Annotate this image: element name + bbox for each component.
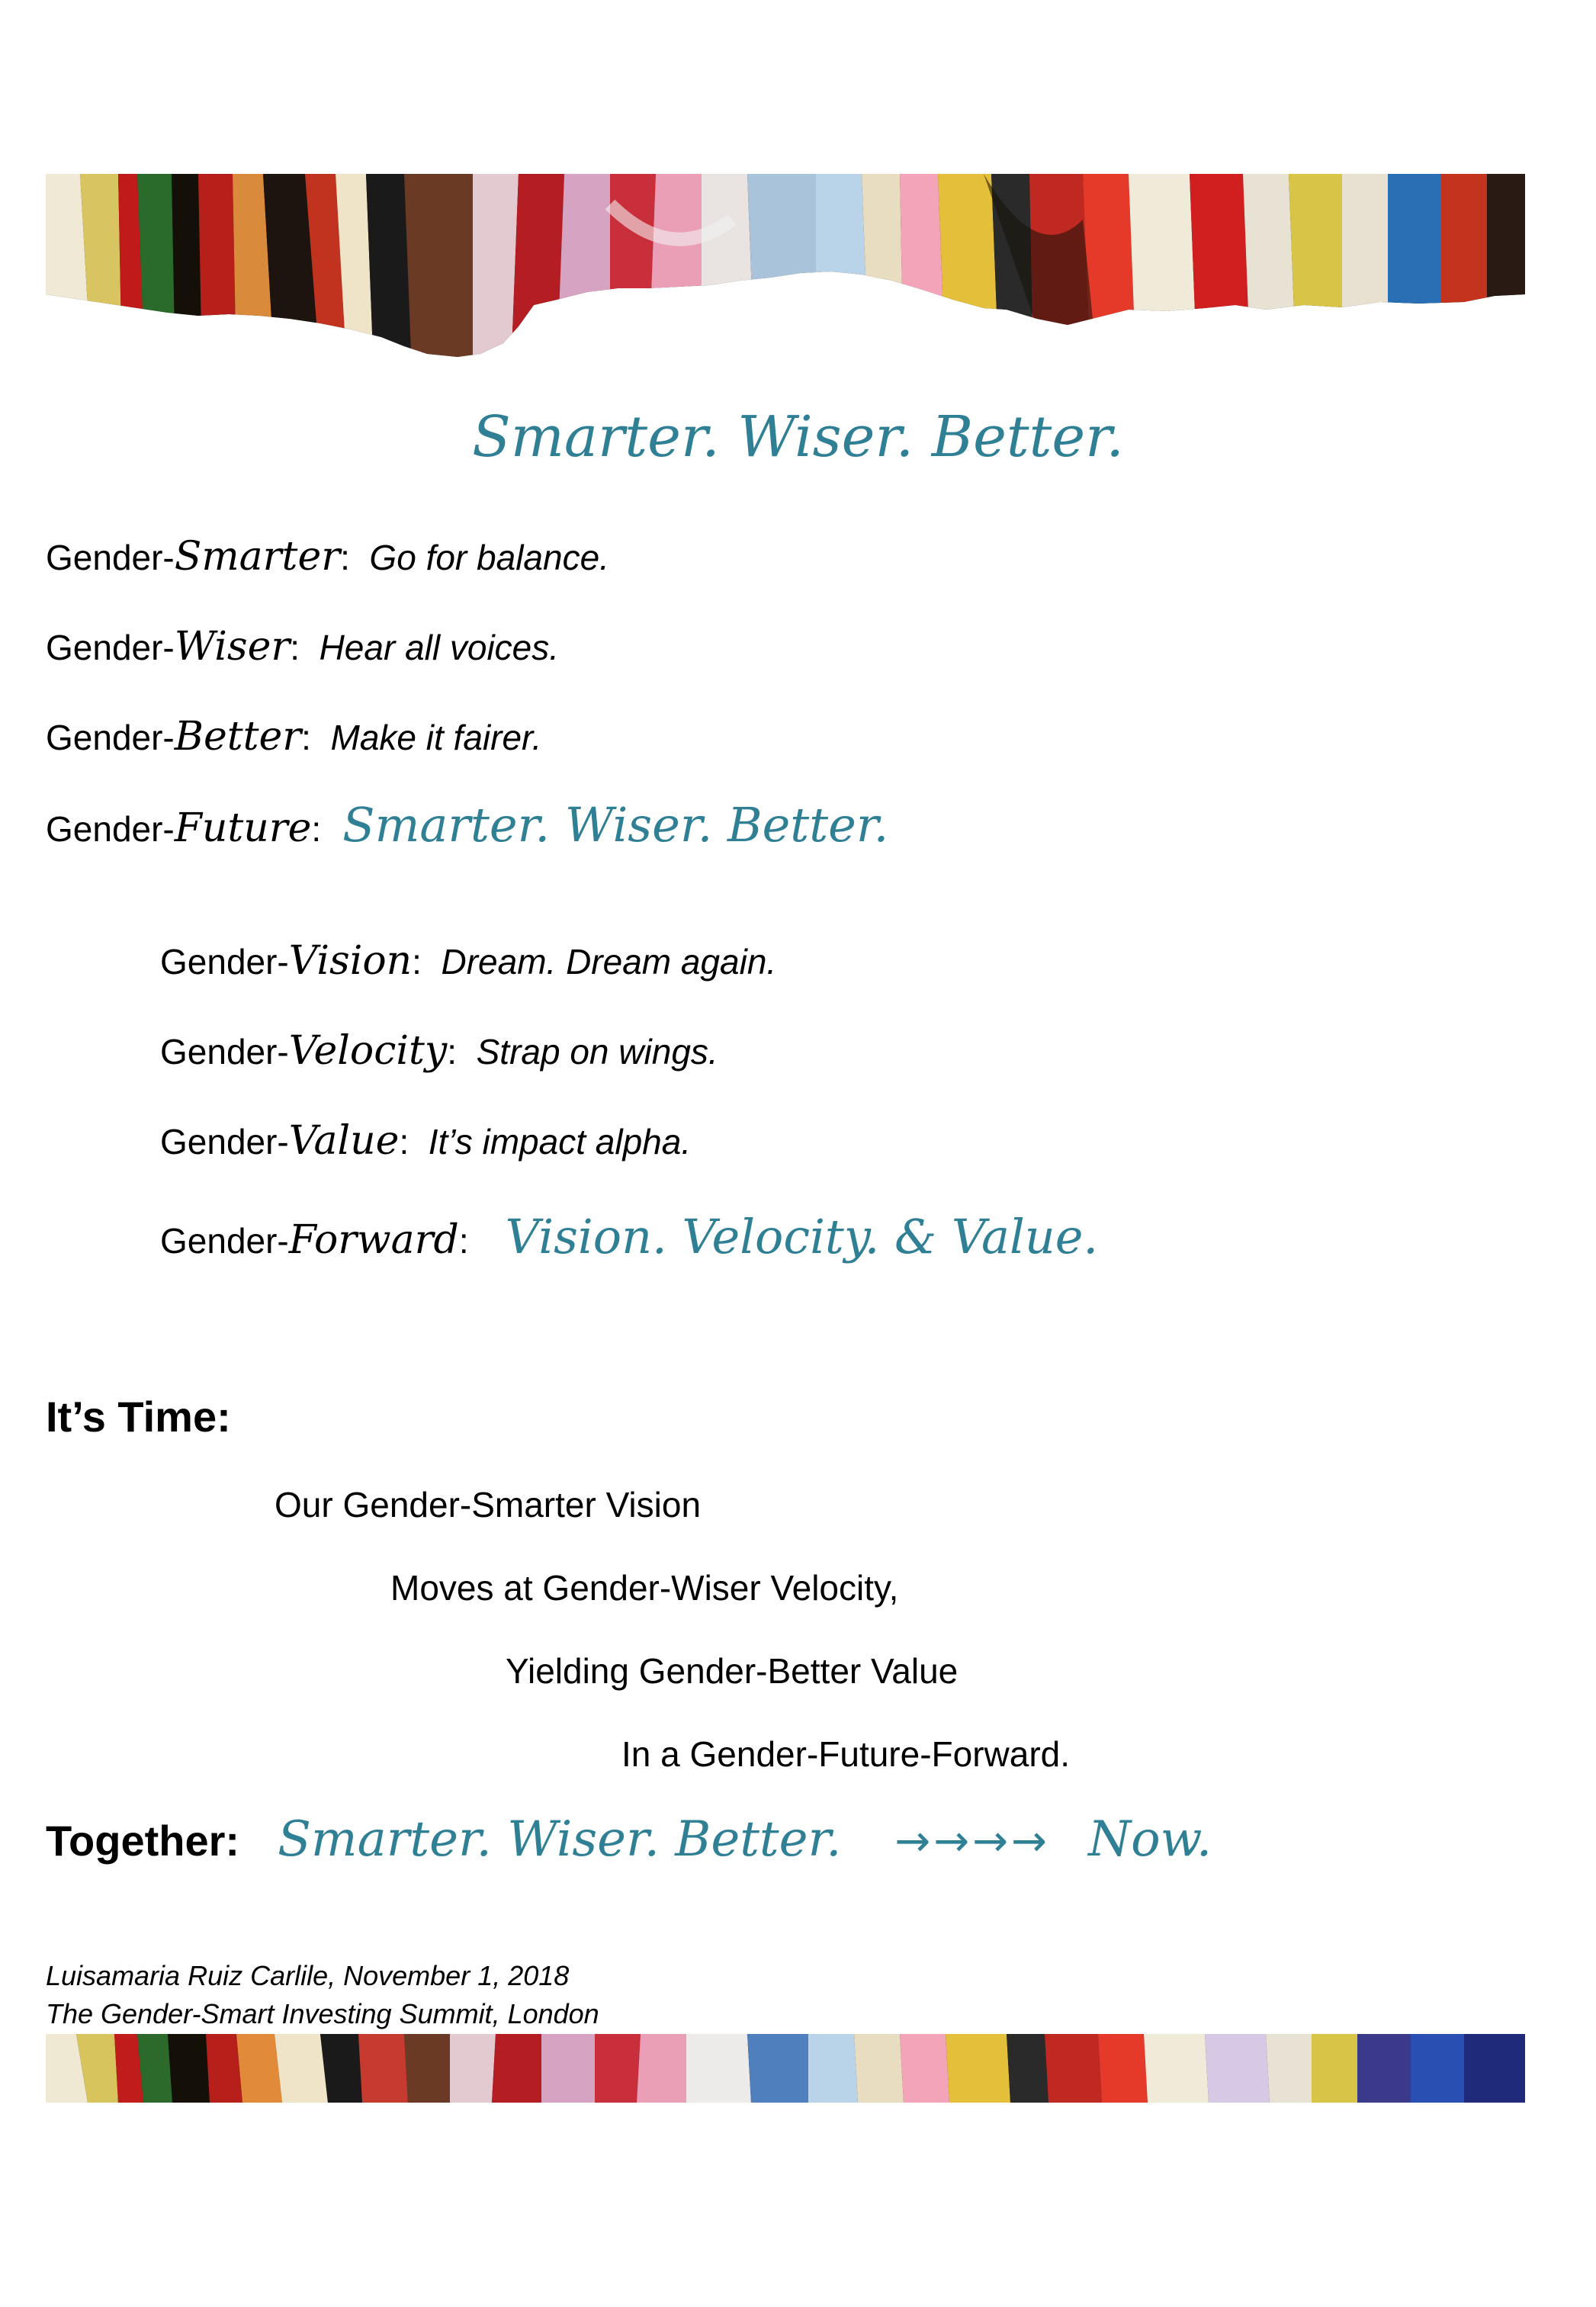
definition-term: Velocity bbox=[288, 1028, 448, 1074]
poem-line: Yielding Gender-Better Value bbox=[506, 1651, 959, 1691]
definition-line bbox=[46, 534, 609, 580]
credit-author-date: Luisamaria Ruiz Carlile, November 1, 2018 bbox=[46, 1960, 570, 1991]
definition-separator: : bbox=[458, 1221, 469, 1261]
together-now: Now. bbox=[1088, 1811, 1212, 1868]
credit-event: The Gender-Smart Investing Summit, London bbox=[46, 1998, 599, 2029]
definition-prefix: Gender- bbox=[46, 718, 175, 757]
definition-term: Forward bbox=[288, 1217, 459, 1263]
together-label: Together: bbox=[46, 1817, 240, 1865]
definition-slogan: Vision. Velocity. & Value. bbox=[505, 1209, 1099, 1264]
painted-stripes-graphic bbox=[46, 2034, 1525, 2103]
definition-line bbox=[160, 1118, 691, 1164]
definition-text: Strap on wings. bbox=[476, 1032, 718, 1072]
definition-line bbox=[160, 938, 776, 984]
its-time-heading: It’s Time: bbox=[46, 1393, 231, 1441]
poem-line: Our Gender-Smarter Vision bbox=[275, 1485, 702, 1525]
definition-prefix: Gender- bbox=[46, 628, 175, 667]
definition-prefix: Gender- bbox=[160, 1032, 289, 1072]
definition-term: Better bbox=[174, 714, 302, 760]
poem-line: Moves at Gender-Wiser Velocity, bbox=[390, 1568, 899, 1608]
definition-text: Make it fairer. bbox=[330, 718, 542, 757]
definition-term: Future bbox=[174, 805, 312, 851]
definition-text: It’s impact alpha. bbox=[428, 1122, 692, 1162]
definition-line bbox=[46, 714, 541, 760]
definition-line bbox=[46, 624, 559, 670]
top-painted-banner bbox=[46, 174, 1525, 372]
definition-text: Go for balance. bbox=[369, 538, 609, 577]
definition-prefix: Gender- bbox=[160, 1122, 289, 1162]
definition-prefix: Gender- bbox=[160, 1221, 289, 1261]
page-title: Smarter. Wiser. Better. bbox=[472, 404, 1124, 470]
definition-text: Dream. Dream again. bbox=[441, 942, 777, 982]
definition-separator: : bbox=[311, 809, 322, 849]
definition-line bbox=[46, 797, 888, 853]
together-slogan: Smarter. Wiser. Better. bbox=[278, 1811, 842, 1868]
definition-separator: : bbox=[399, 1122, 409, 1162]
poem-line: In a Gender-Future-Forward. bbox=[621, 1734, 1071, 1774]
definition-term: Vision bbox=[288, 938, 413, 984]
together-line bbox=[46, 1811, 1212, 1868]
definition-separator: : bbox=[412, 942, 422, 982]
definition-prefix: Gender- bbox=[160, 942, 289, 982]
definition-term: Wiser bbox=[174, 624, 291, 670]
bottom-painted-banner bbox=[46, 2034, 1525, 2103]
definition-line bbox=[160, 1028, 718, 1074]
arrows-right-icon: →→→→ bbox=[894, 1817, 1051, 1866]
definition-separator: : bbox=[301, 718, 311, 757]
definition-term: Smarter bbox=[174, 534, 341, 580]
definition-line bbox=[160, 1209, 1098, 1264]
definition-prefix: Gender- bbox=[46, 538, 175, 577]
definition-separator: : bbox=[447, 1032, 458, 1072]
definition-term: Value bbox=[288, 1118, 400, 1164]
definition-slogan: Smarter. Wiser. Better. bbox=[342, 797, 889, 853]
definition-separator: : bbox=[340, 538, 350, 577]
painted-stripes-graphic bbox=[46, 174, 1525, 372]
definition-prefix: Gender- bbox=[46, 809, 175, 849]
definition-text: Hear all voices. bbox=[319, 628, 560, 667]
definition-separator: : bbox=[290, 628, 300, 667]
